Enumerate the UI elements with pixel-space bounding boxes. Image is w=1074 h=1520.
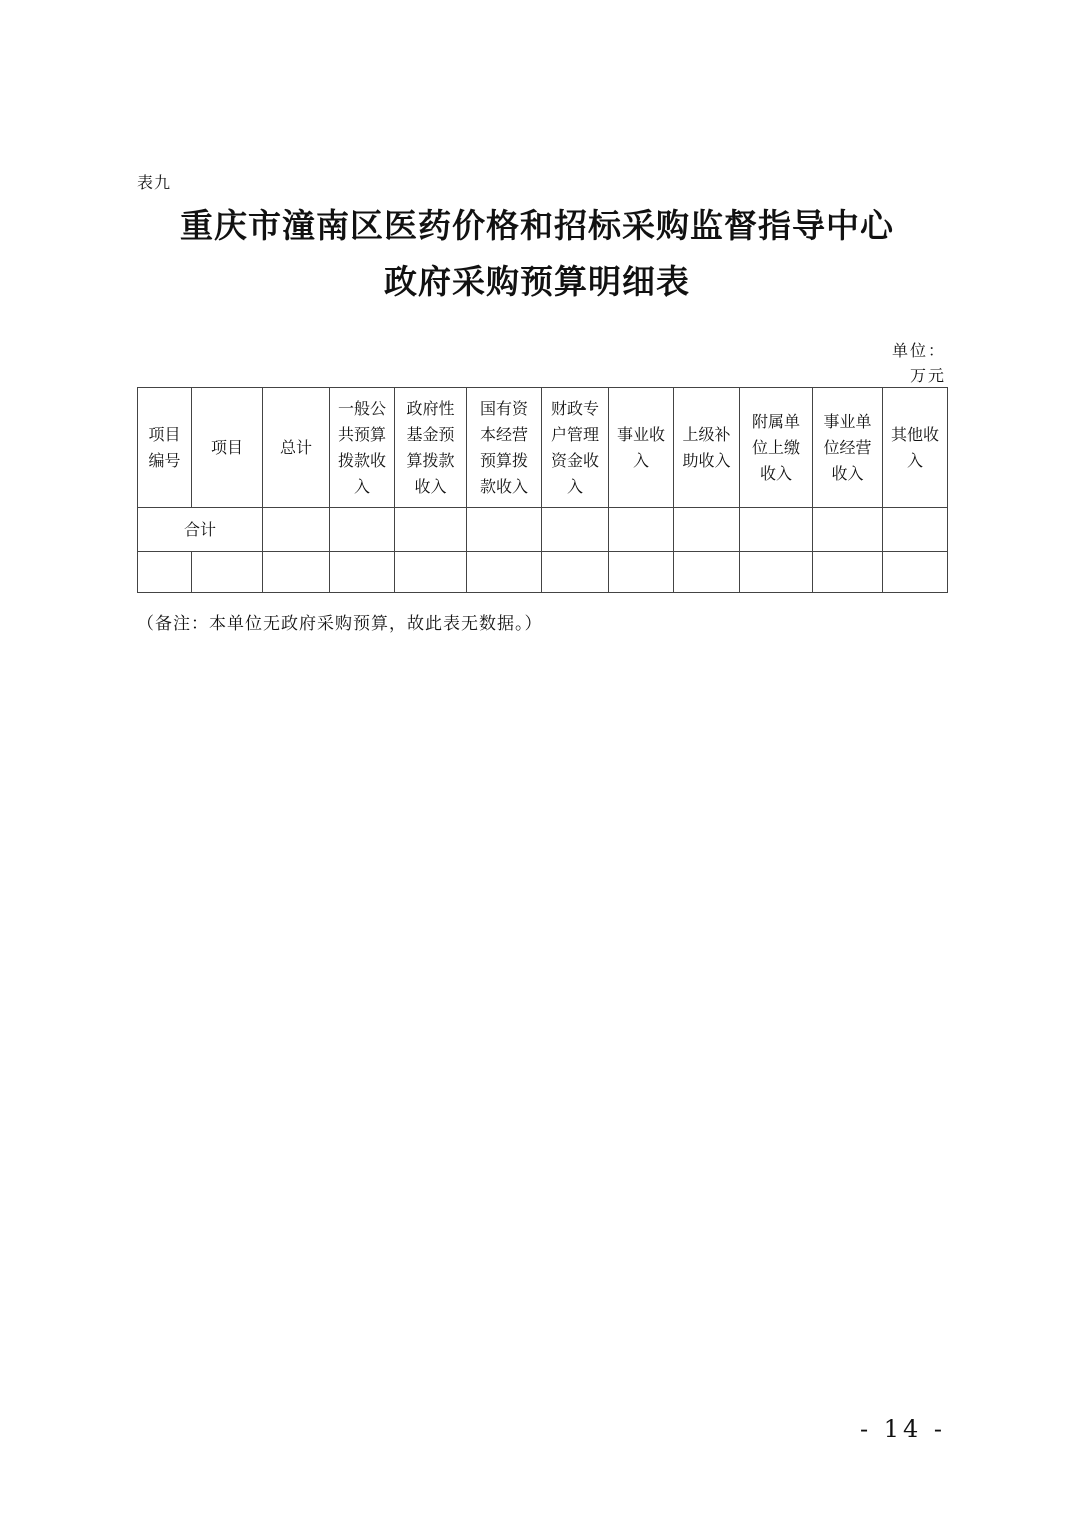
header-text: 财政专 户管理 资金收 入 [550,398,599,496]
document-title-line1: 重庆市潼南区医药价格和招标采购监督指导中心 [180,206,894,245]
header-text: 一般公 共预算 拨款收 入 [337,398,386,496]
table-row [138,552,948,593]
header-cell [192,388,263,508]
table-cell [883,552,948,593]
header-cell [883,388,948,508]
table-cell [263,508,330,552]
header-text: 其他收 入 [890,424,939,470]
document-title-line2: 政府采购预算明细表 [384,262,690,301]
unit-value: 万元 [909,366,946,385]
total-label-cell: 合计 [138,508,263,552]
header-text: 事业单 位经营 收入 [823,411,872,483]
table-cell [609,552,674,593]
header-text: 政府性 基金预 算拨款 收入 [406,398,455,496]
header-text: 项目 [210,437,243,457]
table-cell [263,552,330,593]
header-cell [395,388,467,508]
header-cell [330,388,395,508]
table-cell [740,508,813,552]
unit-label: 单位： [891,341,946,360]
header-text: 国有资 本经营 预算拨 款收入 [479,398,528,496]
table-total-row [138,508,948,552]
header-cell [674,388,740,508]
header-text: 总计 [279,437,312,457]
table-cell [330,552,395,593]
table-cell [609,508,674,552]
header-cell [740,388,813,508]
table-cell [330,508,395,552]
table-cell [542,508,609,552]
header-cell [467,388,542,508]
procurement-budget-table [137,387,948,593]
table-cell [467,552,542,593]
table-cell [542,552,609,593]
table-label: 表九 [137,173,172,192]
table-cell [138,552,192,593]
table-header-row [138,388,948,508]
table-cell [813,552,883,593]
header-text: 项目 编号 [148,424,181,470]
table-cell [883,508,948,552]
header-text: 事业收 入 [616,424,665,470]
table-cell [395,552,467,593]
table-cell [395,508,467,552]
header-cell [813,388,883,508]
table-cell [674,508,740,552]
header-cell [263,388,330,508]
table-cell [813,508,883,552]
table-cell [467,508,542,552]
table-cell [740,552,813,593]
header-cell [542,388,609,508]
header-cell [609,388,674,508]
table-cell [674,552,740,593]
page-number: - 14 - [859,1415,946,1443]
header-text: 附属单 位上缴 收入 [751,411,800,483]
footnote: （备注：本单位无政府采购预算，故此表无数据。） [137,614,543,634]
header-text: 上级补 助收入 [682,424,731,470]
header-cell [138,388,192,508]
table-cell [192,552,263,593]
